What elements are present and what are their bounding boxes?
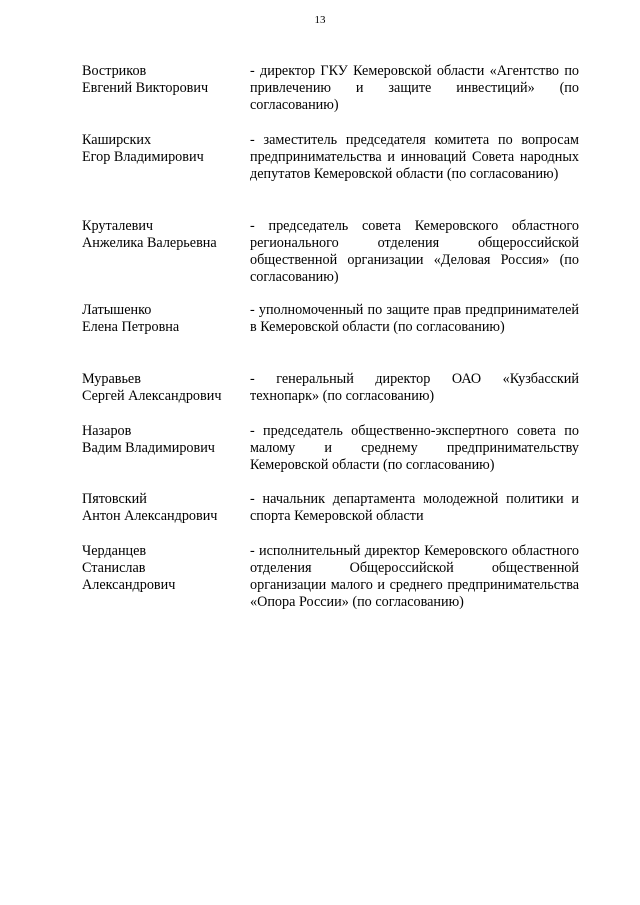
member-role: - директор ГКУ Кемеровской области «Агентство по привлечению и защите инвестиций» (по согласованию) (250, 63, 579, 113)
member-given-names: Егор Владимирович (82, 149, 204, 165)
member-name (82, 543, 247, 594)
member-given-names: Анжелика Валерьевна (82, 235, 217, 251)
member-surname: Черданцев (82, 543, 147, 559)
member-role: - заместитель председателя комитета по вопросам предпринимательства и инноваций Совета народных депутатов Кемеровской области (по согласованию) (250, 132, 579, 182)
member-given-names: Вадим Владимирович (82, 440, 215, 456)
member-given-names: Евгений Викторович (82, 80, 209, 96)
member-surname: Латышенко (82, 302, 152, 318)
member-name (82, 132, 247, 166)
member-name (82, 63, 247, 97)
page-number: 13 (314, 14, 326, 26)
member-given-names: Станислав (82, 560, 146, 576)
member-given-names: Антон Александрович (82, 508, 218, 524)
member-role: - исполнительный директор Кемеровского областного отделения Общероссийской общественной организации малого и среднего предпринимательства «Опора России» (по согласованию) (250, 543, 579, 610)
member-role: - председатель совета Кемеровского областного регионального отделения общероссийской общественной организации «Деловая Россия» (по согласованию) (250, 218, 579, 285)
member-name (82, 302, 247, 336)
member-name (82, 423, 247, 457)
member-surname: Востриков (82, 63, 147, 79)
member-given-names: Елена Петровна (82, 319, 180, 335)
member-role: - председатель общественно-экспертного совета по малому и среднему предпринимательству Кемеровской области (по согласованию) (250, 423, 579, 473)
member-role: - уполномоченный по защите прав предпринимателей в Кемеровской области (по согласованию) (250, 302, 579, 335)
member-name (82, 491, 247, 525)
member-surname: Назаров (82, 423, 132, 439)
member-surname: Муравьев (82, 371, 141, 387)
member-surname: Круталевич (82, 218, 154, 234)
member-name (82, 371, 247, 405)
member-surname: Каширских (82, 132, 152, 148)
member-patronymic: Александрович (82, 577, 176, 593)
member-given-names: Сергей Александрович (82, 388, 222, 404)
member-role: - генеральный директор ОАО «Кузбасский технопарк» (по согласованию) (250, 371, 579, 404)
member-surname: Пятовский (82, 491, 147, 507)
member-role: - начальник департамента молодежной политики и спорта Кемеровской области (250, 491, 579, 524)
member-name (82, 218, 247, 252)
